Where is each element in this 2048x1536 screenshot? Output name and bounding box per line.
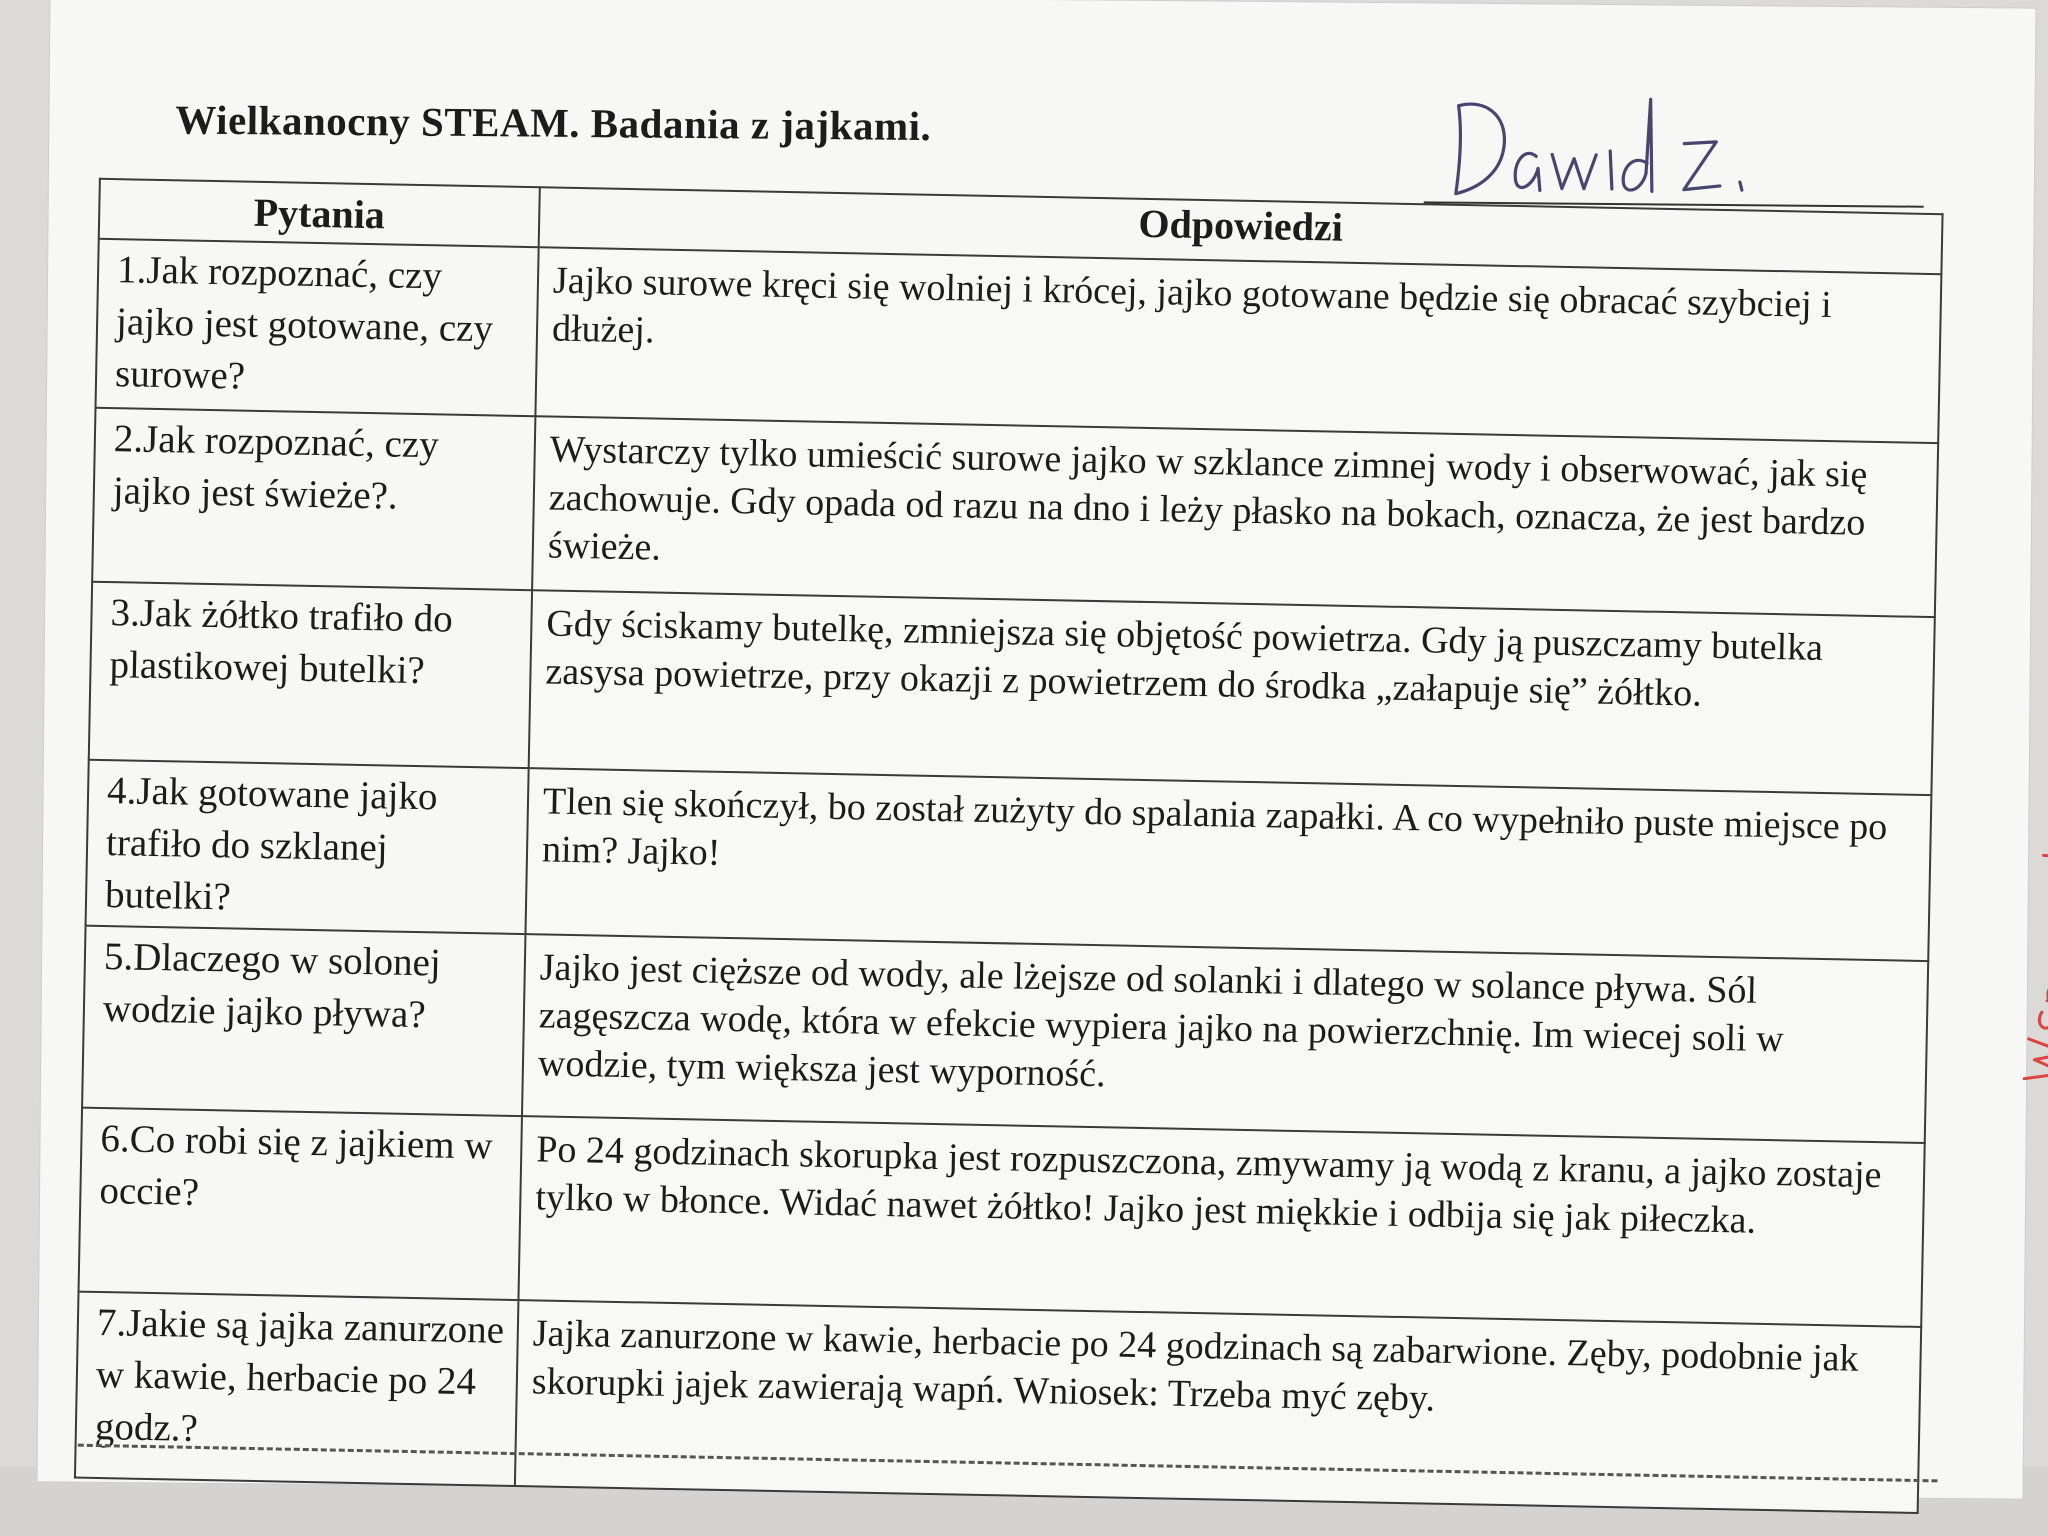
answer-cell: Po 24 godzinach skorupka jest rozpuszczona, zmywamy ją wodą z kranu, a jajko zostaje tylko w błonce. Widać nawet żółtko! Jajko jest miękkie i odbija się jak piłeczka. <box>518 1116 1924 1327</box>
question-cell: 4.Jak gotowane jajko trafiło do szklanej butelki? <box>86 760 529 934</box>
table-row <box>89 582 1935 795</box>
table-row <box>79 1108 1925 1327</box>
answer-cell: Wystarczy tylko umieścić surowe jajko w szklance zimnej wody i obserwować, jak się zachowuje. Gdy opada od razu na dno i leży płasko na bokach, oznacza, że jest bardzo świeże. <box>532 416 1938 617</box>
question-cell: 5.Dlaczego w solonej wodzie jajko pływa? <box>82 926 525 1116</box>
question-cell: 7.Jakie są jajka zanurzone w kawie, herbacie po 24 godz.? <box>75 1292 518 1486</box>
teacher-comment-handwriting <box>1966 758 2048 1089</box>
worksheet-title: Wielkanocny STEAM. Badania z jajkami. <box>175 96 932 150</box>
handwritten-signature <box>1444 84 1775 217</box>
question-cell: 6.Co robi się z jajkiem w occie? <box>79 1108 522 1300</box>
question-cell: 1.Jak rozpoznać, czy jajko jest gotowane, czy surowe? <box>95 239 538 416</box>
answer-cell: Jajko surowe kręci się wolniej i krócej, jajko gotowane będzie się obracać szybciej i dłużej. <box>535 247 1941 443</box>
answer-cell: Gdy ściskamy butelkę, zmniejsza się objętość powietrza. Gdy ją puszczamy butelka zasysa powietrze, przy okazji z powietrzem do środka „załapuje się” żółtko. <box>529 590 1935 795</box>
table-row <box>82 926 1928 1143</box>
table-row <box>92 408 1938 617</box>
question-cell: 3.Jak żółtko trafiło do plastikowej butelki? <box>89 582 532 768</box>
question-cell: 2.Jak rozpoznać, czy jajko jest świeże?. <box>92 408 535 590</box>
answer-cell: Tlen się skończył, bo został zużyty do spalania zapałki. A co wypełniło puste miejsce po nim? Jajko! <box>525 768 1931 961</box>
answer-cell: Jajka zanurzone w kawie, herbacie po 24 godzinach są zabarwione. Zęby, podobnie jak skorupki jajek zawierają wapń. Wniosek: Trzeba myć zęby. <box>515 1300 1921 1513</box>
header-answers: Odpowiedzi <box>539 187 1943 274</box>
worksheet-paper <box>38 0 2036 1499</box>
questions-answers-table <box>74 178 1944 1514</box>
header-questions: Pytania <box>99 179 540 247</box>
table-row <box>75 1292 1921 1513</box>
answer-cell: Jajko jest cięższe od wody, ale lżejsze od solanki i dlatego w solance pływa. Sól zagęszcza wodę, która w efekcie wypiera jajko na powierzchnię. Im wiecej soli w wodzie, tym większa jest wyporność. <box>522 934 1928 1143</box>
